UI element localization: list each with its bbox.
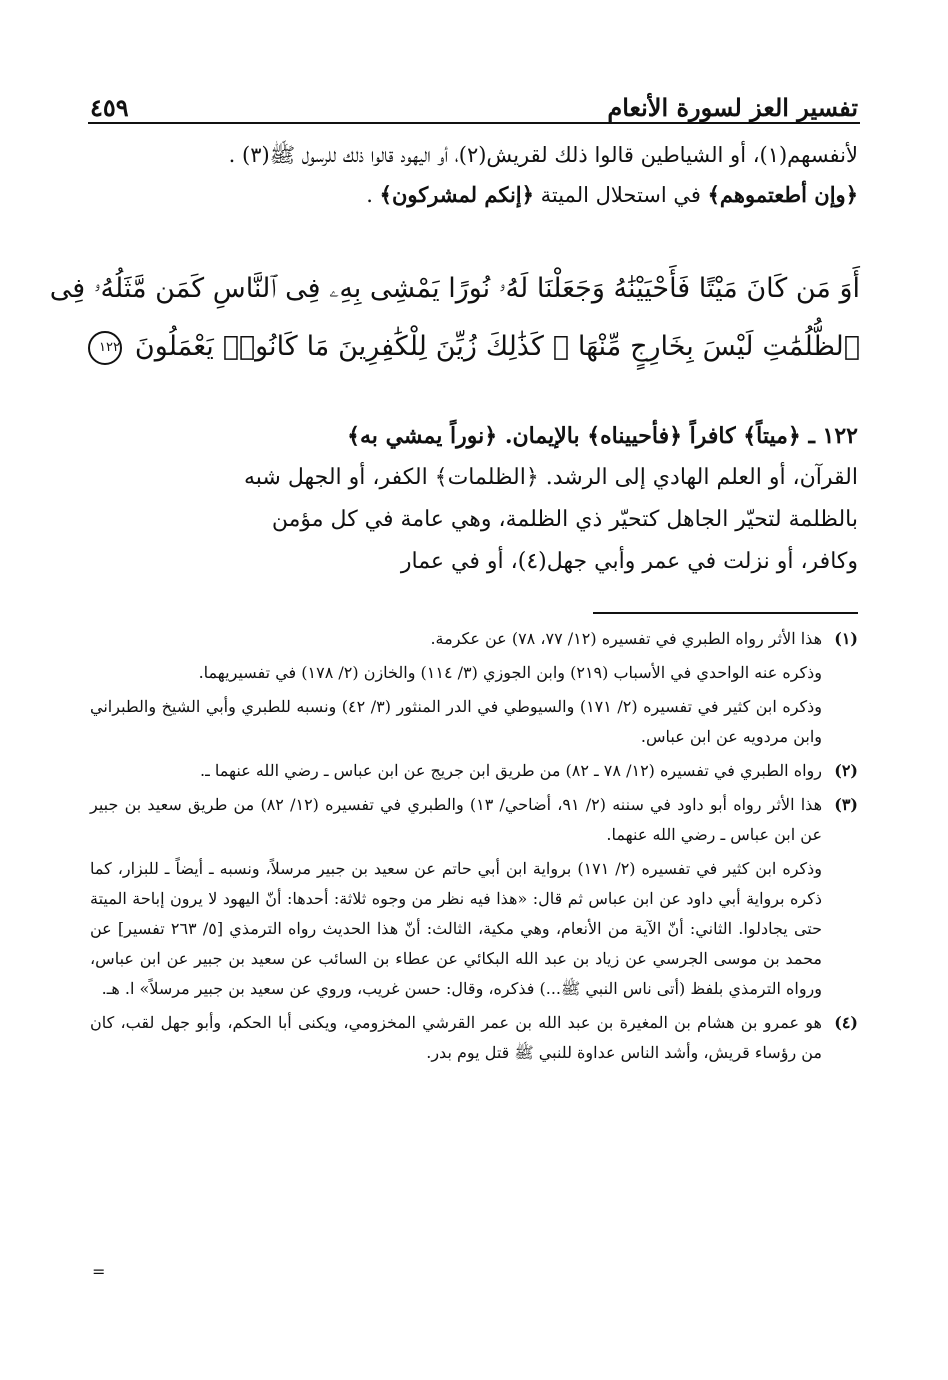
tafsir-text xyxy=(90,415,858,583)
footnote xyxy=(90,624,858,752)
footnote xyxy=(90,790,858,1004)
footnote-paragraph: رواه الطبري في تفسيره (١٢/ ٧٨ ـ ٨٢) من طريق ابن جريج عن ابن عباس ـ رضي الله عنهما ـ. xyxy=(200,761,822,780)
tafsir-line-1: ١٢٢ ـ ﴿ميتاً﴾ كافراً ﴿فأحييناه﴾ بالإيمان. ﴿نوراً يمشي به﴾ xyxy=(347,423,858,449)
continuation-mark: = xyxy=(92,1262,106,1281)
footnote-number: (٢) xyxy=(834,761,858,780)
footnote-paragraph: وذكره عنه الواحدي في الأسباب (٢١٩) وابن الجوزي (٣/ ١١٤) والخازن (٢/ ١٧٨) في تفسيريهما. xyxy=(198,663,822,682)
quran-quote: ﴿وإن أطعتموهم﴾ xyxy=(707,182,858,207)
footnote-number: (٤) xyxy=(834,1013,858,1032)
footnote-text xyxy=(90,1008,822,1068)
header-title: تفسير العز لسورة الأنعام xyxy=(607,93,858,122)
tafsir-line-3: بالظلمة لتحيّر الجاهل كتحيّر ذي الظلمة، وهي عامة في كل مؤمن xyxy=(271,507,858,532)
quran-verse-line-1: أَوَ مَن كَانَ مَيْتًا فَأَحْيَيْنَٰهُ وَجَعَلْنَا لَهُۥ نُورًا يَمْشِى بِهِۦ فِى ٱلنَّاسِ كَمَن مَّثَلُهُۥ فِى xyxy=(49,273,860,304)
footnote-paragraph: هذا الأثر رواه أبو داود في سننه (٢/ ٩١، أضاحي/ ١٣) والطبري في تفسيره (١٢/ ٨٢) من طريق سعيد بن جبير عن ابن عباس ـ رضي الله عنهما. xyxy=(90,795,822,844)
footnote-number: (٣) xyxy=(834,795,858,814)
footnotes xyxy=(90,624,858,1072)
quran-quote: ﴿إنكم لمشركون﴾ xyxy=(379,182,534,207)
footnote-text xyxy=(90,790,822,1004)
body-line-2 xyxy=(90,175,858,215)
ayah-number-marker: ١٢٢ xyxy=(88,331,122,365)
footnote xyxy=(90,756,858,786)
footnote-text xyxy=(90,624,822,752)
tafsir-line-2: القرآن، أو العلم الهادي إلى الرشد. ﴿الظلمات﴾ الكفر، أو الجهل شبه xyxy=(243,465,858,490)
footnote-paragraph: هذا الأثر رواه الطبري في تفسيره (١٢/ ٧٧، ٧٨) عن عكرمة. xyxy=(430,629,822,648)
quran-verse-line-2-text: ٱلظُّلُمَٰتِ لَيْسَ بِخَارِجٍ مِّنْهَا ۚ كَذَٰلِكَ زُيِّنَ لِلْكَٰفِرِينَ مَا كَانُوا۟ يَعْمَلُونَ xyxy=(134,331,860,362)
quran-verse xyxy=(49,260,860,376)
page-number: ٤٥٩ xyxy=(90,93,129,122)
body-line-1: لأنفسهم(١)، أو الشياطين قالوا ذلك لقريش(٢)، أو اليهود قالوا ذلك للرسول ﷺ(٣) . xyxy=(228,143,858,167)
footnote-paragraph: وذكره ابن كثير في تفسيره (٢/ ١٧١) والسيوطي في الدر المنثور (٣/ ٤٢) ونسبه للطبري وأبي الشيخ والطبراني وابن مردويه عن ابن عباس. xyxy=(90,697,823,746)
body-text-span: في استحلال الميتة xyxy=(533,183,708,207)
tafsir-line-4: وكافر، أو نزلت في عمر وأبي جهل(٤)، أو في عمار xyxy=(400,549,858,574)
footnote-text xyxy=(90,756,822,786)
body-text-span: . xyxy=(366,183,380,207)
footnote-paragraph: هو عمرو بن هشام بن المغيرة بن عبد الله بن عمر القرشي المخزومي، ويكنى أبا الحكم، وأبو جهل لقب، كان من رؤساء قريش، وأشد الناس عداوة للنبي ﷺ قتل يوم بدر. xyxy=(90,1013,822,1062)
footnote-number: (١) xyxy=(834,629,858,648)
footnote xyxy=(90,1008,858,1068)
header-rule xyxy=(88,122,860,124)
quran-verse-line-2 xyxy=(88,318,860,376)
footnote-paragraph: وذكره ابن كثير في تفسيره (٢/ ١٧١) برواية ابن أبي حاتم عن سعيد بن جبير مرسلاً، ونسبه ـ أيضاً ـ للبزار، كما ذكره برواية أبي داود عن ابن عباس ثم قال: «هذا فيه نظر من وجوه ثلاثة: أحدها: أنّ اليهود لا يرون إباحة الميتة حتى يجادلوا. الثاني: أنّ الآية من الأنعام، وهي مكية، الثالث: أنّ هذا الحديث رواه الترمذي [٥/ ٢٦٣ تفسير] عن محمد بن موسى الجرسي عن زياد بن عبد الله البكائي عن عطاء بن السائب عن سعيد بن جبير عن ابن عباس، ورواه الترمذي بلفظ (أتى ناس النبي ﷺ...) فذكره، وقال: حسن غريب، وروي عن سعيد بن جبير مرسلاً» ا. هـ. xyxy=(90,859,823,998)
footnote-rule xyxy=(593,612,858,614)
body-text xyxy=(90,135,858,215)
running-header xyxy=(90,80,858,120)
